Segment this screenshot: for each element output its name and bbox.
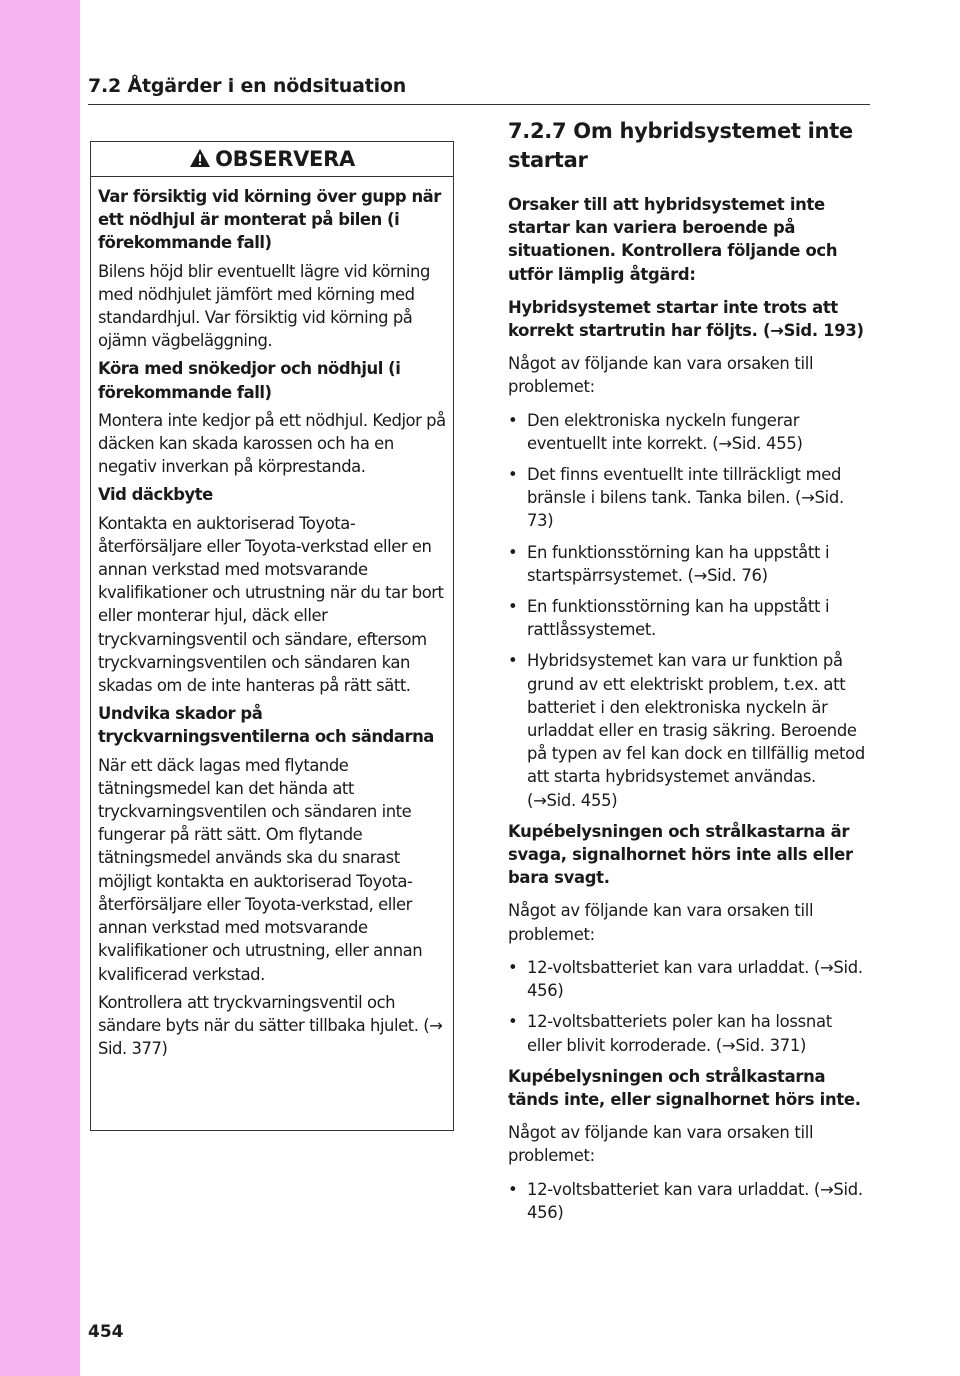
notice-paragraph: Montera inte kedjor på ett nödhjul. Kedjor på däcken kan skada karossen och ha en negativ inverkan på körprestanda. (98, 410, 446, 477)
case-lead: Något av följande kan vara orsaken till problemet: (508, 901, 814, 944)
cause-list (508, 1178, 868, 1224)
case-heading: Hybridsystemet startar inte trots att korrekt startrutin har följts. (→Sid. 193) (508, 297, 864, 341)
notice-paragraph: Bilens höjd blir eventuellt lägre vid körning med nödhjulet jämfört med körning med standardhjul. Var försiktig vid körning på ojämn vägbeläggning. (98, 261, 430, 351)
case-heading: Kupébelysningen och strålkastarna är svaga, signalhornet hörs inte alls eller bara svagt. (508, 821, 853, 888)
case-heading: Kupébelysningen och strålkastarna tänds inte, eller signalhornet hörs inte. (508, 1066, 861, 1109)
page-number: 454 (88, 1322, 124, 1342)
list-item: • Hybridsystemet kan vara ur funktion på grund av ett elektriskt problem, t.ex. att batteriet i den elektroniska nyckeln är urladdat eller en trasig säkring. Beroende på typen av fel kan dock en tillfällig metod att starta hybridsystemet användas. (→Sid. 455) (508, 649, 868, 811)
notice-heading: Vid däckbyte (98, 485, 213, 505)
case-lead: Något av följande kan vara orsaken till problemet: (508, 1123, 814, 1166)
list-item: • 12-voltsbatteriet kan vara urladdat. (→Sid. 456) (508, 1178, 868, 1224)
notice-heading: Undvika skador på tryckvarningsventilerna och sändarna (98, 704, 434, 747)
page-header (88, 72, 870, 105)
list-item: • 12-voltsbatteriet kan vara urladdat. (→Sid. 456) (508, 956, 868, 1002)
notice-title: OBSERVERA (215, 147, 355, 171)
notice-heading: Var försiktig vid körning över gupp när ett nödhjul är monterat på bilen (i förekommande fall) (98, 187, 441, 253)
chapter-tab-strip (0, 0, 80, 1376)
warning-triangle-icon (189, 144, 211, 178)
list-item: • Det finns eventuellt inte tillräckligt med bränsle i bilens tank. Tanka bilen. (→Sid. 73) (508, 463, 868, 533)
list-item: • 12-voltsbatteriets poler kan ha lossnat eller blivit korroderade. (→Sid. 371) (508, 1010, 868, 1056)
list-item: • En funktionsstörning kan ha uppstått i rattlåssystemet. (508, 595, 868, 641)
cause-list (508, 956, 868, 1057)
cause-list (508, 409, 868, 812)
list-item: • En funktionsstörning kan ha uppstått i startspärrsystemet. (→Sid. 76) (508, 541, 868, 587)
notice-header (91, 142, 453, 177)
notice-heading: Köra med snökedjor och nödhjul (i förekommande fall) (98, 359, 401, 402)
notice-paragraph: När ett däck lagas med flytande tätningsmedel kan det hända att tryckvarningsventilen och sändaren inte fungerar på rätt sätt. Om flytande tätningsmedel används ska du snarast möjligt kontakta en auktoriserad Toyota-återförsäljare eller Toyota-verkstad, eller annan verkstad med motsvarande kvalifikationer och utrustning, eller annan kvalificerad verkstad. (98, 755, 423, 984)
notice-box (90, 141, 454, 1131)
notice-body (91, 177, 453, 1060)
section-intro: Orsaker till att hybridsystemet inte startar kan variera beroende på situationen. Kontrollera följande och utför lämplig åtgärd: (508, 195, 838, 284)
section-title: 7.2.7 Om hybridsystemet inte startar (508, 119, 853, 172)
list-item: • Den elektroniska nyckeln fungerar eventuellt inte korrekt. (→Sid. 455) (508, 409, 868, 455)
section-content (508, 117, 868, 1232)
case-lead: Något av följande kan vara orsaken till problemet: (508, 354, 814, 397)
notice-paragraph: Kontrollera att tryckvarningsventil och sändare byts när du sätter tillbaka hjulet. (→ Sid. 377) (98, 992, 443, 1059)
chapter-title: 7.2 Åtgärder i en nödsituation (88, 75, 407, 97)
notice-paragraph: Kontakta en auktoriserad Toyota-återförsäljare eller Toyota-verkstad eller en annan verkstad med motsvarande kvalifikationer och utrustning när du tar bort eller monterar hjul, däck eller tryckvarningsventil och sändare, eftersom tryckvarningsventilen och sändaren kan skadas om de inte hanteras på rätt sätt. (98, 513, 444, 696)
